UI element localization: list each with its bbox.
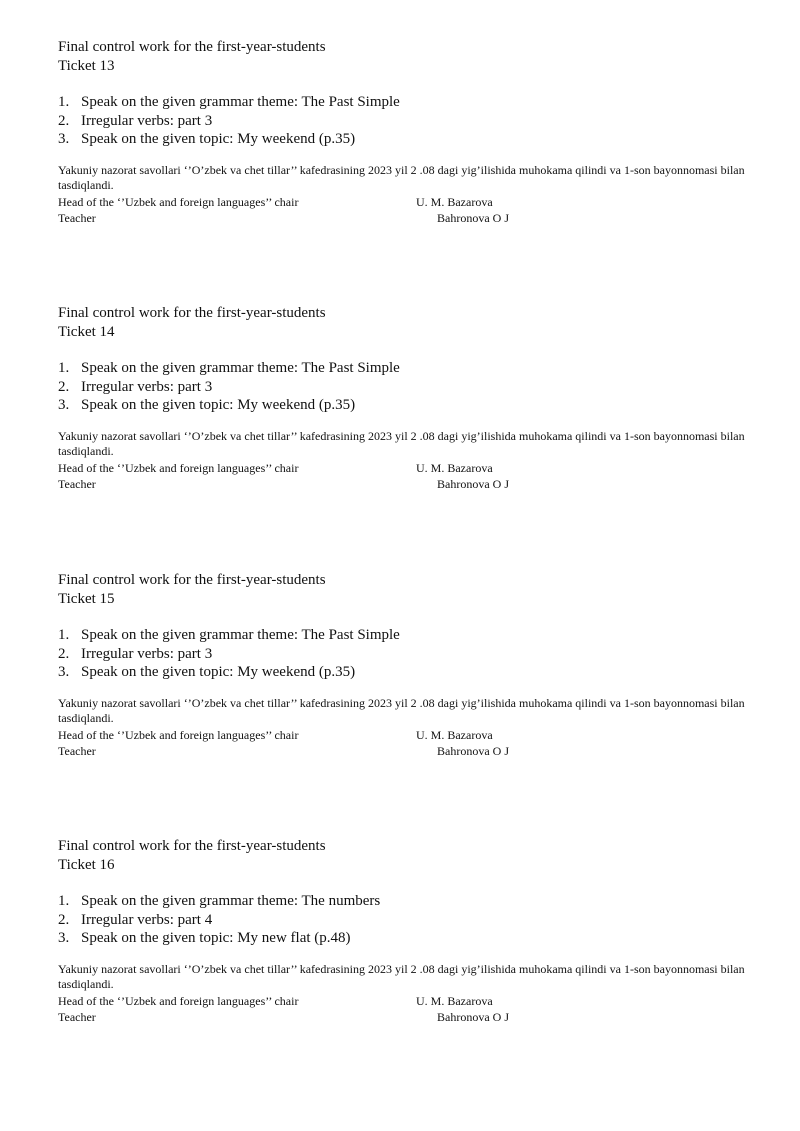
question-list xyxy=(58,892,748,948)
signature-row-head xyxy=(58,194,748,210)
head-title: Head of the ‘’Uzbek and foreign languages’’ chair xyxy=(58,727,299,742)
question-text: Speak on the given grammar theme: The Past Simple xyxy=(81,360,400,376)
ticket-heading: Final control work for the first-year-students xyxy=(58,305,326,321)
question-item xyxy=(58,645,748,664)
teacher-name: Bahronova O J xyxy=(437,743,509,758)
question-text: Speak on the given grammar theme: The Past Simple xyxy=(81,94,400,110)
approval-note: Yakuniy nazorat savollari ‘’O’zbek va chet tillar’’ kafedrasining 2023 yil 2 .08 dagi yig’ilishida muhokama qilindi va 1-son bayonnomasi bilan tasdiqlandi. xyxy=(58,162,745,192)
question-number: 3. xyxy=(58,131,70,147)
approval-note: Yakuniy nazorat savollari ‘’O’zbek va chet tillar’’ kafedrasining 2023 yil 2 .08 dagi yig’ilishida muhokama qilindi va 1-son bayonnomasi bilan tasdiqlandi. xyxy=(58,961,745,991)
teacher-name: Bahronova O J xyxy=(437,476,509,491)
head-title: Head of the ‘’Uzbek and foreign languages’’ chair xyxy=(58,460,299,475)
question-number: 1. xyxy=(58,627,70,643)
head-name: U. M. Bazarova xyxy=(416,460,493,475)
teacher-title: Teacher xyxy=(58,743,96,758)
question-item xyxy=(58,911,748,930)
ticket-heading: Final control work for the first-year-students xyxy=(58,838,326,854)
head-name: U. M. Bazarova xyxy=(416,727,493,742)
approval-note: Yakuniy nazorat savollari ‘’O’zbek va chet tillar’’ kafedrasining 2023 yil 2 .08 dagi yig’ilishida muhokama qilindi va 1-son bayonnomasi bilan tasdiqlandi. xyxy=(58,428,745,458)
teacher-title: Teacher xyxy=(58,476,96,491)
question-item xyxy=(58,378,748,397)
question-text: Speak on the given topic: My weekend (p.35) xyxy=(81,131,356,147)
ticket-block xyxy=(58,571,748,759)
ticket-number: Ticket 16 xyxy=(58,857,115,873)
ticket-number: Ticket 14 xyxy=(58,324,115,340)
question-number: 2. xyxy=(58,911,70,928)
question-list xyxy=(58,359,748,415)
question-number: 1. xyxy=(58,360,70,376)
question-text: Irregular verbs: part 3 xyxy=(81,378,213,395)
question-number: 3. xyxy=(58,664,70,680)
signature-row-teacher xyxy=(58,210,748,226)
question-text: Irregular verbs: part 4 xyxy=(81,911,213,928)
question-number: 2. xyxy=(58,645,70,662)
ticket-heading: Final control work for the first-year-students xyxy=(58,39,326,55)
teacher-name: Bahronova O J xyxy=(437,210,509,225)
question-text: Irregular verbs: part 3 xyxy=(81,112,213,129)
question-number: 1. xyxy=(58,893,70,909)
head-name: U. M. Bazarova xyxy=(416,993,493,1008)
signature-row-teacher xyxy=(58,1009,748,1025)
question-item xyxy=(58,892,748,911)
signature-row-teacher xyxy=(58,743,748,759)
question-number: 2. xyxy=(58,378,70,395)
question-text: Speak on the given topic: My new flat (p.48) xyxy=(81,930,351,946)
teacher-title: Teacher xyxy=(58,1009,96,1024)
ticket-heading: Final control work for the first-year-students xyxy=(58,572,326,588)
question-text: Irregular verbs: part 3 xyxy=(81,645,213,662)
question-item xyxy=(58,112,748,131)
question-item xyxy=(58,396,748,415)
teacher-title: Teacher xyxy=(58,210,96,225)
approval-note: Yakuniy nazorat savollari ‘’O’zbek va chet tillar’’ kafedrasining 2023 yil 2 .08 dagi yig’ilishida muhokama qilindi va 1-son bayonnomasi bilan tasdiqlandi. xyxy=(58,695,745,725)
question-list xyxy=(58,93,748,149)
head-title: Head of the ‘’Uzbek and foreign languages’’ chair xyxy=(58,194,299,209)
question-item xyxy=(58,130,748,149)
question-number: 3. xyxy=(58,397,70,413)
signature-row-head xyxy=(58,460,748,476)
ticket-number: Ticket 13 xyxy=(58,58,115,74)
ticket-block xyxy=(58,38,748,226)
question-text: Speak on the given grammar theme: The Past Simple xyxy=(81,627,400,643)
question-text: Speak on the given grammar theme: The numbers xyxy=(81,893,381,909)
question-item xyxy=(58,359,748,378)
ticket-block xyxy=(58,304,748,492)
teacher-name: Bahronova O J xyxy=(437,1009,509,1024)
head-name: U. M. Bazarova xyxy=(416,194,493,209)
ticket-number: Ticket 15 xyxy=(58,591,115,607)
signature-row-head xyxy=(58,727,748,743)
signature-row-head xyxy=(58,993,748,1009)
question-text: Speak on the given topic: My weekend (p.35) xyxy=(81,397,356,413)
question-number: 1. xyxy=(58,94,70,110)
question-text: Speak on the given topic: My weekend (p.35) xyxy=(81,664,356,680)
question-number: 2. xyxy=(58,112,70,129)
question-item xyxy=(58,663,748,682)
ticket-block xyxy=(58,837,748,1025)
signature-row-teacher xyxy=(58,476,748,492)
question-item xyxy=(58,626,748,645)
head-title: Head of the ‘’Uzbek and foreign languages’’ chair xyxy=(58,993,299,1008)
question-number: 3. xyxy=(58,930,70,946)
question-list xyxy=(58,626,748,682)
question-item xyxy=(58,93,748,112)
question-item xyxy=(58,929,748,948)
